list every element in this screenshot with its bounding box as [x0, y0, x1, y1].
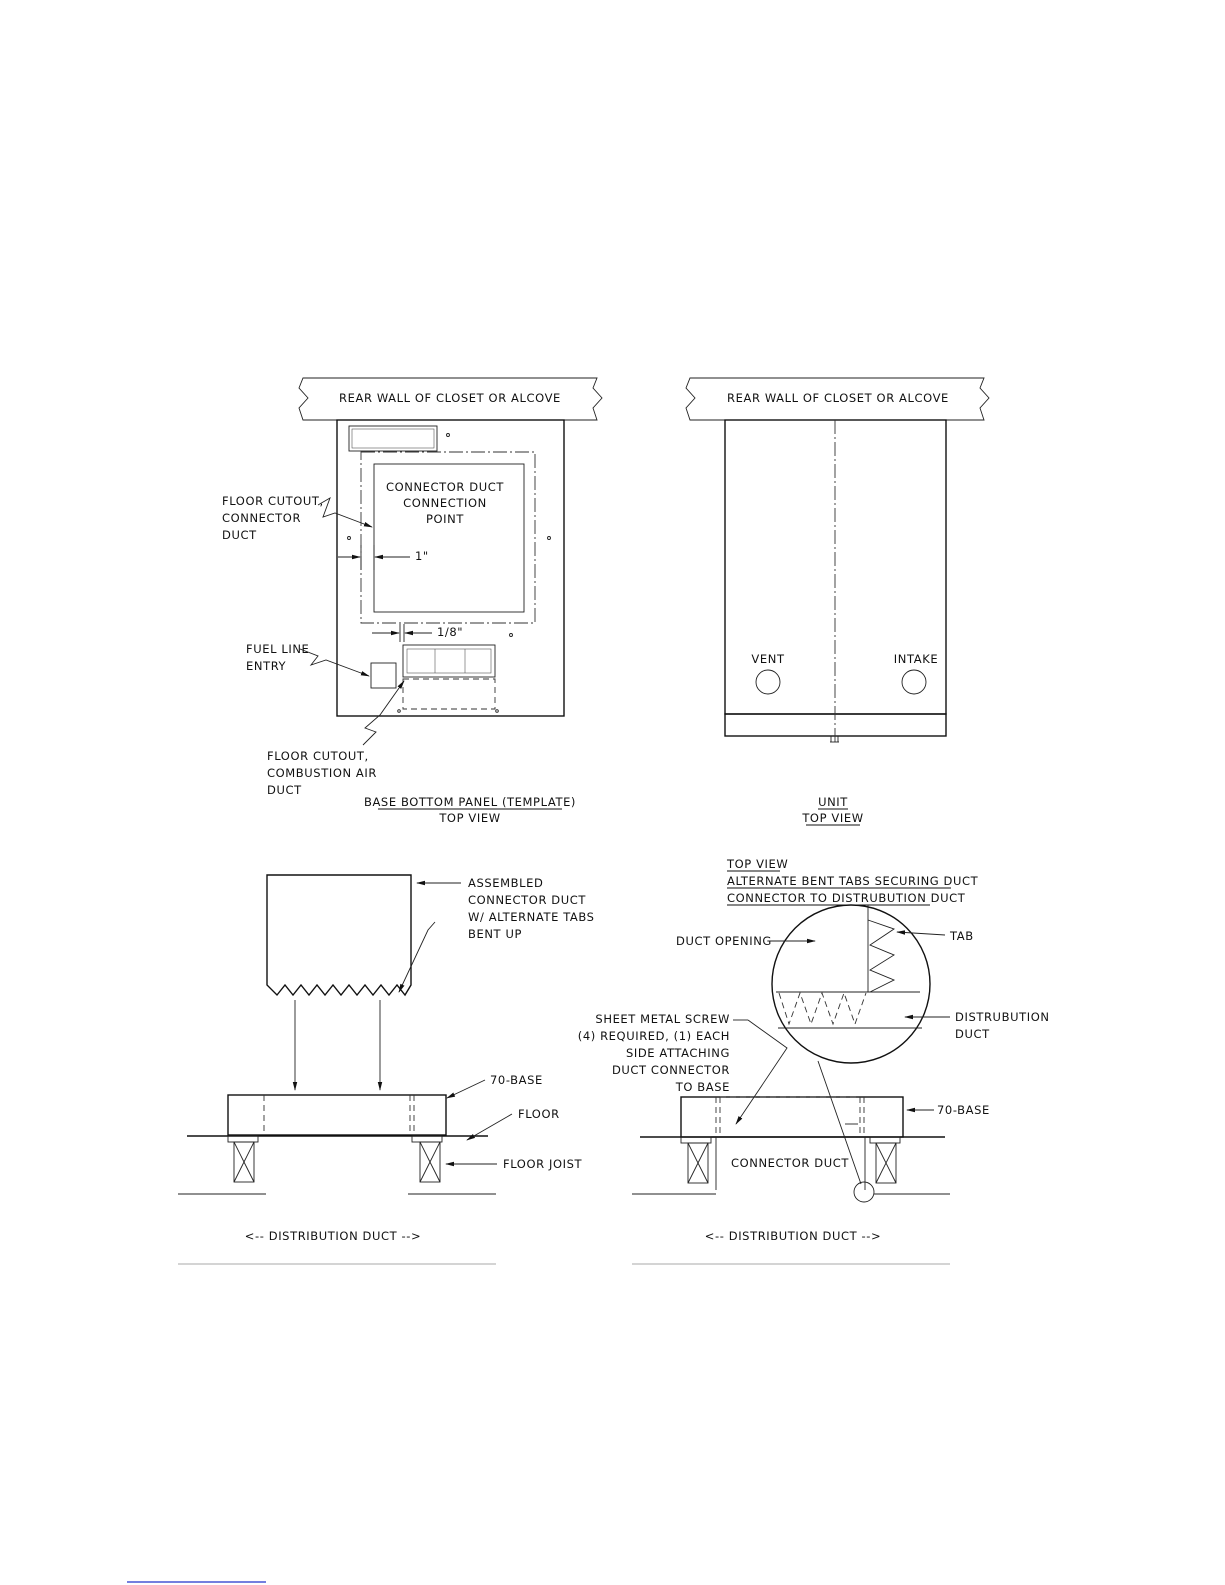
distribution-label-right: <-- DISTRIBUTION DUCT --> [704, 1229, 882, 1243]
unit-caption-1: UNIT [818, 795, 848, 809]
floor-cutout-connector-3: DUCT [222, 528, 257, 542]
connection-point-label-1: CONNECTOR DUCT [385, 480, 505, 494]
hole [348, 537, 351, 540]
screw-label-1: SHEET METAL SCREW [595, 1012, 730, 1026]
intake-circle [902, 670, 926, 694]
floor-cutout-combustion-2: COMBUSTION AIR [267, 766, 377, 780]
rear-wall-label-unit: REAR WALL OF CLOSET OR ALCOVE [727, 391, 949, 405]
detail-title-1: TOP VIEW [727, 857, 789, 871]
connector-duct-label: CONNECTOR DUCT [730, 1156, 850, 1170]
distribution-duct-label-2: DUCT [955, 1027, 990, 1041]
dim-1-8in: 1/8" [437, 625, 464, 639]
screw-label-3: SIDE ATTACHING [625, 1046, 730, 1060]
rear-wall-label: REAR WALL OF CLOSET OR ALCOVE [339, 391, 561, 405]
assembled-label-4: BENT UP [468, 927, 522, 941]
assembled-connector-duct [267, 875, 411, 995]
vent-circle [756, 670, 780, 694]
assembled-label-2: CONNECTOR DUCT [468, 893, 587, 907]
tab-label: TAB [950, 929, 974, 943]
base-label: 70-BASE [490, 1073, 543, 1087]
detail-title-2: ALTERNATE BENT TABS SECURING DUCT [727, 874, 979, 888]
assembly-section-view [178, 875, 595, 1264]
base-bottom-panel-view [222, 378, 602, 825]
hole [510, 634, 513, 637]
vent-label: VENT [751, 652, 785, 666]
detail-callout-circle [854, 1182, 874, 1202]
floor-label: FLOOR [518, 1107, 560, 1121]
detail-base-label: 70-BASE [937, 1103, 990, 1117]
floor-cutout-connector-1: FLOOR CUTOUT, [222, 494, 324, 508]
combustion-cutout-upper [403, 645, 495, 677]
distribution-label-left: <-- DISTRIBUTION DUCT --> [244, 1229, 422, 1243]
fuel-line-label-2: ENTRY [246, 659, 287, 673]
connection-point-label-3: POINT [425, 512, 465, 526]
distribution-duct-label-1: DISTRUBUTION [955, 1010, 1050, 1024]
floor-cutout-combustion-1: FLOOR CUTOUT, [267, 749, 369, 763]
template-outline [361, 452, 535, 623]
intake-label: INTAKE [893, 652, 939, 666]
screw-label-5: TO BASE [675, 1080, 730, 1094]
assembled-label-1: ASSEMBLED [468, 876, 544, 890]
combustion-cutout-lower [403, 679, 495, 709]
base-panel-caption-2: TOP VIEW [439, 811, 501, 825]
detail-magnifier-circle [772, 905, 930, 1063]
dim-1in: 1" [415, 549, 429, 563]
screw-label-2: (4) REQUIRED, (1) EACH [577, 1029, 730, 1043]
hole [447, 434, 450, 437]
detail-view [578, 857, 1050, 1264]
hole [548, 537, 551, 540]
unit-top-view [686, 378, 989, 825]
duct-opening-label: DUCT OPENING [676, 934, 772, 948]
base-panel-caption-1: BASE BOTTOM PANEL (TEMPLATE) [363, 795, 577, 809]
joist-label: FLOOR JOIST [503, 1157, 583, 1171]
fuel-line-label-1: FUEL LINE [246, 642, 310, 656]
connection-point-label-2: CONNECTION [403, 496, 487, 510]
detail-title-3: CONNECTOR TO DISTRUBUTION DUCT [727, 891, 966, 905]
floor-cutout-connector-2: CONNECTOR [222, 511, 302, 525]
unit-caption-2: TOP VIEW [802, 811, 864, 825]
screw-label-4: DUCT CONNECTOR [611, 1063, 730, 1077]
detail-base-block [681, 1097, 903, 1137]
unit-front-panel [725, 714, 946, 736]
base-block [228, 1095, 446, 1135]
assembled-label-3: W/ ALTERNATE TABS [468, 910, 595, 924]
top-small-cutout [349, 426, 437, 451]
fuel-line-square [371, 663, 396, 688]
floor-cutout-combustion-3: DUCT [267, 783, 302, 797]
